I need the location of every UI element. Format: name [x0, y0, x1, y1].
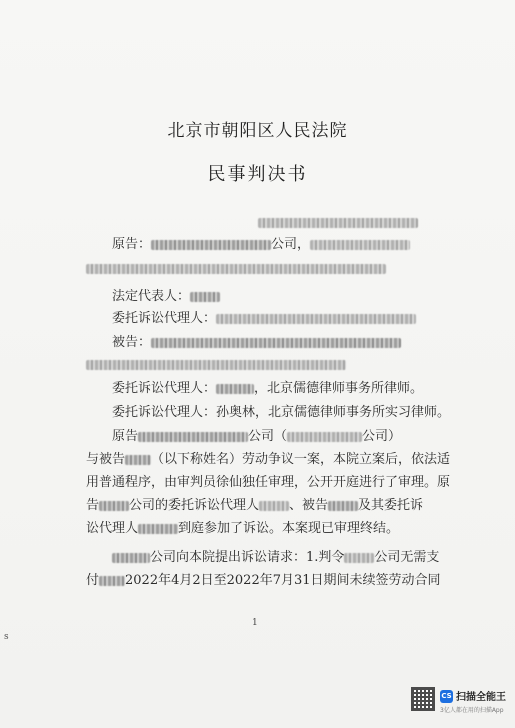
plaintiff-label: 原告： — [112, 237, 152, 252]
para1-text-a: 原告 — [112, 429, 139, 444]
para1-text-f: 告 — [86, 498, 100, 513]
legal-rep-line — [112, 288, 220, 306]
watermark-subtitle: 3亿人都在用的扫描App — [440, 707, 504, 714]
defendant-line — [112, 334, 401, 352]
para1-text-e: （以下称姓名）劳动争议一案，本院立案后，依法适 — [151, 452, 451, 467]
agent2-line — [112, 380, 423, 398]
para1-text-j: 讼代理人 — [86, 521, 139, 536]
agent2-label: 委托诉讼代理人： — [112, 381, 217, 396]
agent1-label: 委托诉讼代理人： — [112, 311, 217, 326]
para1-text-h: 、被告 — [289, 498, 329, 513]
para1-text-c: 公司） — [362, 429, 402, 444]
para1-text-g: 公司的委托诉讼代理人 — [129, 498, 260, 513]
qr-code-icon — [411, 687, 435, 711]
court-name: 北京市朝阳区人民法院 — [167, 121, 348, 141]
legal-rep-label: 法定代表人： — [112, 289, 191, 304]
para2-text-c: 付 — [86, 573, 100, 588]
para1-line1 — [112, 428, 401, 446]
para2-text-d: 2022年4月2日至2022年7月31日期间未续签劳动合同 — [125, 573, 441, 588]
para1-text-k: 到庭参加了诉讼。本案现已审理终结。 — [178, 521, 400, 536]
defendant-address-redacted — [86, 356, 346, 374]
para2-line1 — [112, 549, 439, 567]
plaintiff-address-redacted — [86, 260, 386, 278]
agent3-line: 委托诉讼代理人：孙奥林，北京儒德律师事务所实习律师。 — [112, 405, 451, 420]
agent1-line — [112, 310, 416, 328]
para1-line4 — [86, 497, 423, 515]
para2-line2 — [86, 572, 441, 590]
para2-text-b: 公司无需支 — [374, 550, 440, 565]
case-number-redacted — [258, 212, 418, 231]
plaintiff-line — [112, 236, 410, 254]
edge-mark: s — [4, 632, 9, 642]
para1-text-d: 与被告 — [86, 452, 126, 467]
para1-text-i: 及其委托诉 — [358, 498, 424, 513]
para1-line2 — [86, 451, 450, 469]
para2-text-a: 公司向本院提出诉讼请求：1.判令 — [150, 550, 345, 565]
page-number: 1 — [252, 618, 258, 628]
watermark-name: 扫描全能王 — [456, 692, 506, 703]
plaintiff-company-suffix: 公司， — [271, 237, 311, 252]
para1-line5 — [86, 520, 399, 538]
agent2-text: ，北京儒德律师事务所律师。 — [254, 381, 424, 396]
defendant-label: 被告： — [112, 335, 152, 350]
camscanner-logo-icon: CS — [440, 690, 453, 703]
para1-text-b: 公司（ — [248, 429, 288, 444]
para1-line3: 用普通程序，由审判员徐仙独任审理，公开开庭进行了审理。原 — [86, 475, 451, 490]
document-type: 民事判决书 — [207, 164, 308, 185]
